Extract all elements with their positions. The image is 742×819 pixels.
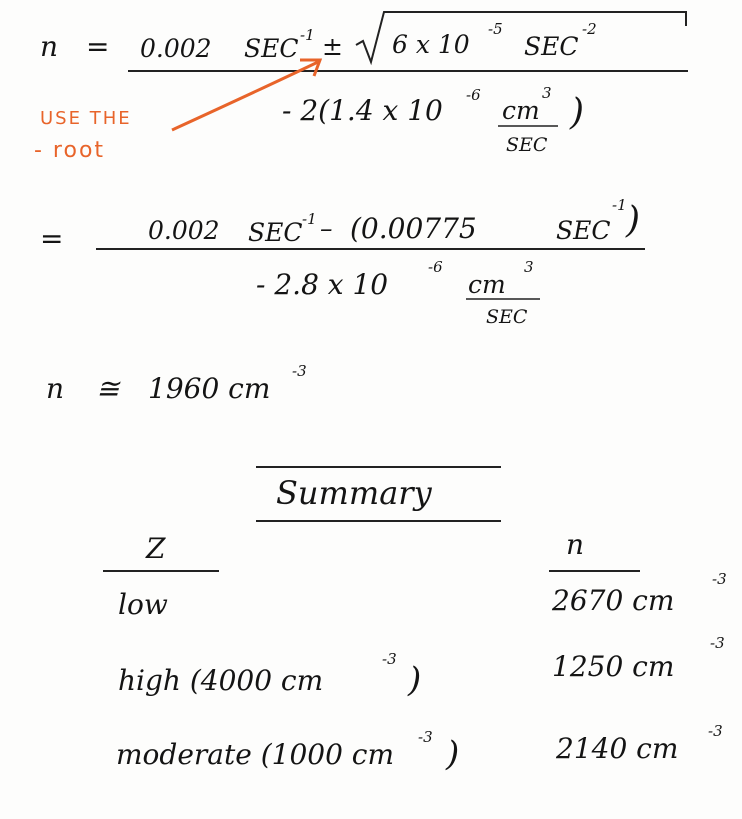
eq1-num-a: 0.002 xyxy=(140,34,212,63)
result-value: 1960 cm xyxy=(148,372,271,405)
eq1-den-unit-below: SEC xyxy=(506,134,548,156)
eq2-num-b-unit: SEC xyxy=(556,216,611,245)
eq1-den-close: ) xyxy=(570,92,585,133)
eq2-den-unit: cm xyxy=(468,270,506,299)
eq2-den: - 2.8 x 10 xyxy=(256,268,389,301)
col-n-header: n xyxy=(566,528,585,561)
eq1-den-exp: -6 xyxy=(466,86,481,104)
eq1-den-unit-exp: 3 xyxy=(542,84,552,102)
eq2-equals: = xyxy=(40,222,64,255)
row-3-z-close: ) xyxy=(446,734,460,774)
col-z-header: Z xyxy=(146,532,166,565)
eq1-num-a-exp: -1 xyxy=(300,26,315,44)
eq1-den: - 2(1.4 x 10 xyxy=(282,94,443,127)
eq1-equals: = xyxy=(86,30,110,63)
result-approx: ≅ xyxy=(96,372,120,405)
eq2-minus: – xyxy=(320,214,333,243)
eq2-num-exp: -1 xyxy=(302,210,317,228)
annotation-line-1: USE THE xyxy=(40,108,132,129)
eq2-num-b-close: ) xyxy=(626,200,641,241)
eq2-den-unit-below: SEC xyxy=(486,306,528,328)
eq2-num-b-exp: -1 xyxy=(612,196,627,214)
row-3-z: moderate (1000 cm xyxy=(116,738,395,771)
row-1-z: low xyxy=(118,588,168,621)
eq1-lhs: n xyxy=(40,30,59,63)
eq2-num-unit: SEC xyxy=(248,218,303,247)
eq1-radicand-unit-exp: -2 xyxy=(582,20,597,38)
eq1-num-a-unit: SEC xyxy=(244,34,299,63)
eq1-radicand: 6 x 10 xyxy=(392,30,470,59)
row-2-z: high (4000 cm xyxy=(118,664,324,697)
eq1-pm: ± xyxy=(322,32,343,61)
row-2-z-exp: -3 xyxy=(382,650,397,668)
row-1-n-exp: -3 xyxy=(712,570,727,588)
row-3-n-exp: -3 xyxy=(708,722,723,740)
row-2-n: 1250 cm xyxy=(552,650,675,683)
eq2-num: 0.002 xyxy=(148,216,220,245)
row-3-z-exp: -3 xyxy=(418,728,433,746)
summary-title: Summary xyxy=(276,474,432,512)
result-exp: -3 xyxy=(292,362,307,380)
annotation-line-2: - root xyxy=(34,138,106,163)
eq1-radicand-exp: -5 xyxy=(488,20,503,38)
eq2-num-b: (0.00775 xyxy=(350,212,477,245)
row-2-z-close: ) xyxy=(408,660,422,700)
eq2-den-unit-exp: 3 xyxy=(524,258,534,276)
row-2-n-exp: -3 xyxy=(710,634,725,652)
row-1-n: 2670 cm xyxy=(552,584,675,617)
eq1-den-unit: cm xyxy=(502,96,540,125)
row-3-n: 2140 cm xyxy=(556,732,679,765)
result-lhs: n xyxy=(46,372,65,405)
eq1-radicand-unit: SEC xyxy=(524,32,579,61)
eq2-den-exp: -6 xyxy=(428,258,443,276)
